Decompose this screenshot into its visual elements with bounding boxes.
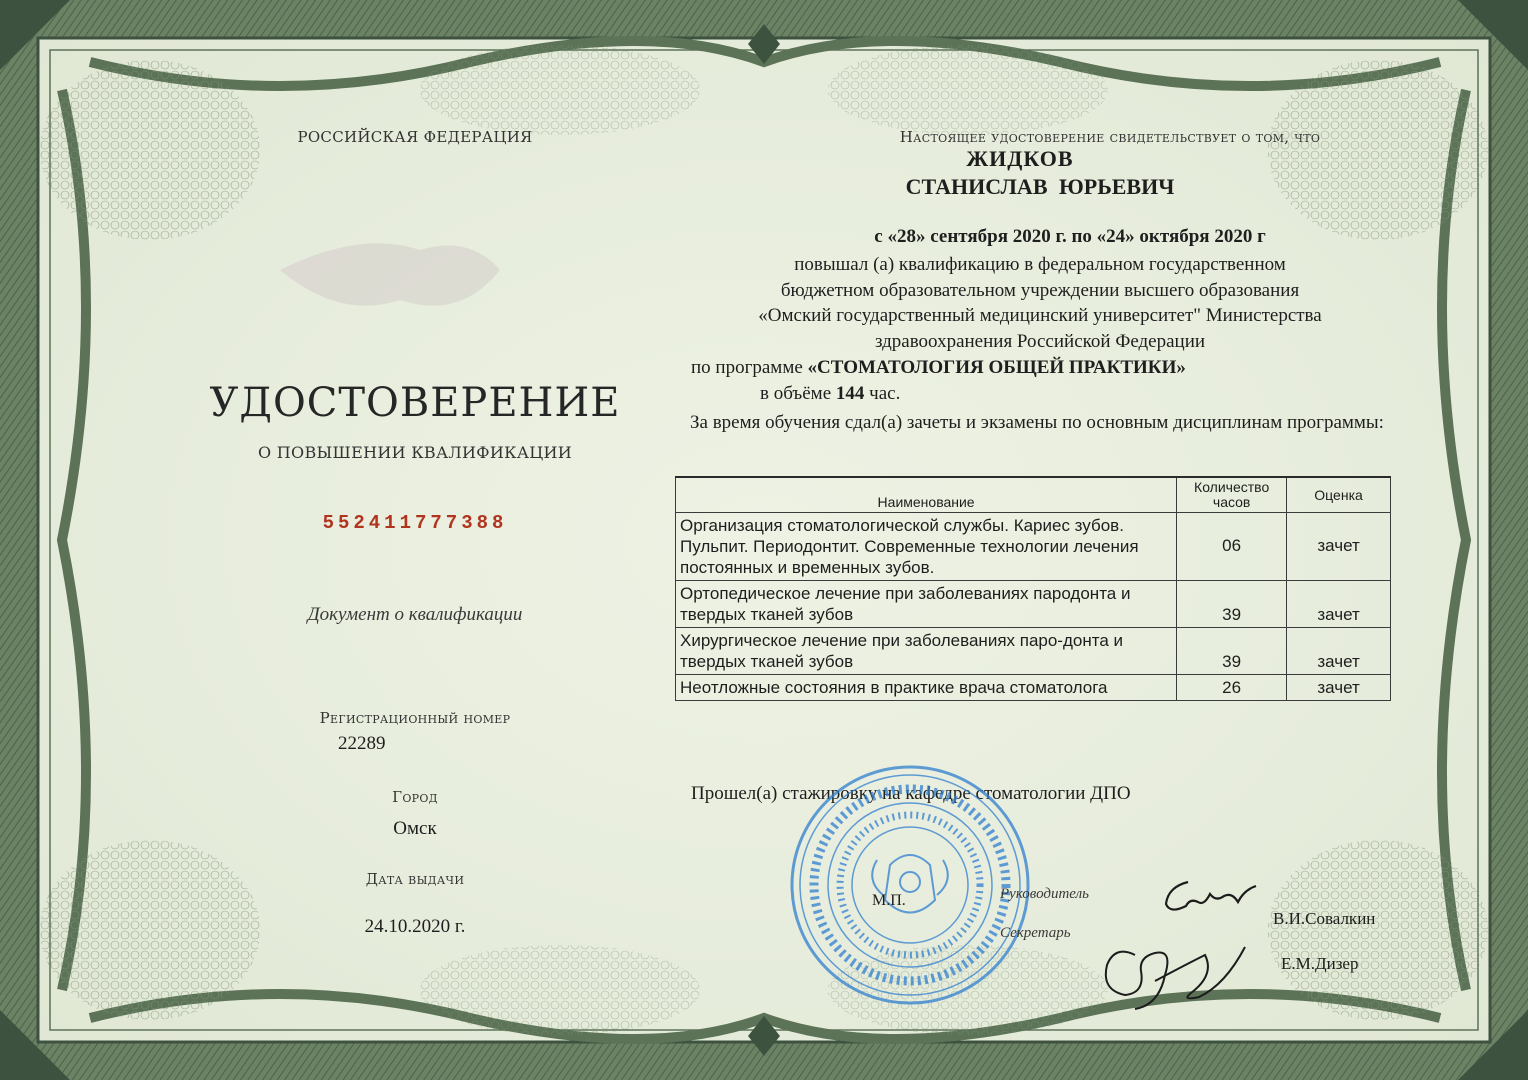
table-header-row xyxy=(676,477,1391,513)
program-line xyxy=(691,357,1186,379)
holder-surname: ЖИДКОВ xyxy=(966,146,1074,171)
city-value: Омск xyxy=(393,818,437,839)
issue-date: 24.10.2020 г. xyxy=(364,916,466,937)
document-title: УДОСТОВЕРЕНИЕ xyxy=(209,380,621,426)
secretary-role: Секретарь xyxy=(1000,925,1071,941)
document-type: Документ о квалификации xyxy=(307,604,523,625)
city-label: Город xyxy=(392,788,438,806)
issue-date-label: Дата выдачи xyxy=(365,870,465,888)
subject-grade: зачет xyxy=(1287,675,1391,701)
registration-label: Регистрационный номер xyxy=(319,709,511,727)
official-seal-stamp xyxy=(785,760,1035,1010)
program-prefix: по программе xyxy=(691,357,803,378)
exams-text: За время обучения сдал(а) зачеты и экзамены по основным дисциплинам программы: xyxy=(690,412,1384,433)
program-name: «СТОМАТОЛОГИЯ ОБЩЕЙ ПРАКТИКИ» xyxy=(807,357,1186,378)
secretary-name: Е.М.Дизер xyxy=(1281,954,1359,973)
volume-prefix: в объёме xyxy=(760,383,832,404)
body-line: «Омский государственный медицинский университет" Министерства xyxy=(758,305,1322,326)
serial-number: 552411777388 xyxy=(322,512,508,534)
country-name: РОССИЙСКАЯ ФЕДЕРАЦИЯ xyxy=(297,128,533,146)
holder-given-names: СТАНИСЛАВ ЮРЬЕВИЧ xyxy=(905,174,1175,199)
body-line: повышал (а) квалификацию в федеральном государственном xyxy=(794,254,1286,275)
table-row xyxy=(676,628,1391,675)
certifies-text: Настоящее удостоверение свидетельствует о том, что xyxy=(899,128,1321,146)
table-row xyxy=(676,513,1391,581)
subject-hours: 39 xyxy=(1177,581,1287,628)
volume-line xyxy=(760,383,900,405)
subjects-table xyxy=(675,476,1391,701)
header-grade: Оценка xyxy=(1287,477,1391,513)
subject-name: Ортопедическое лечение при заболеваниях пародонта и твердых тканей зубов xyxy=(676,581,1177,628)
stamp-place-label: М.П. xyxy=(872,892,906,909)
header-hours: Количество часов xyxy=(1177,477,1287,513)
subject-hours: 39 xyxy=(1177,628,1287,675)
table-row xyxy=(676,675,1391,701)
subject-name: Неотложные состояния в практике врача стоматолога xyxy=(676,675,1177,701)
secretary-signature xyxy=(1095,935,1255,1015)
subject-hours: 06 xyxy=(1177,513,1287,581)
internship-text: Прошел(а) стажировку на кафедре стоматологии ДПО xyxy=(691,783,1131,804)
volume-hours: 144 xyxy=(835,383,865,404)
training-period: с «28» сентября 2020 г. по «24» октября 2020 г xyxy=(874,226,1266,247)
head-role: Руководитель xyxy=(1000,886,1089,902)
head-signature xyxy=(1160,872,1260,922)
header-name: Наименование xyxy=(676,477,1177,513)
subject-name: Хирургическое лечение при заболеваниях паро-донта и твердых тканей зубов xyxy=(676,628,1177,675)
body-line: здравоохранения Российской Федерации xyxy=(874,331,1206,352)
head-name: В.И.Совалкин xyxy=(1273,909,1376,928)
registration-number: 22289 xyxy=(338,733,386,754)
subject-grade: зачет xyxy=(1287,513,1391,581)
table-row xyxy=(676,581,1391,628)
volume-suffix: час. xyxy=(869,383,901,404)
subject-grade: зачет xyxy=(1287,628,1391,675)
subject-hours: 26 xyxy=(1177,675,1287,701)
document-subtitle: О ПОВЫШЕНИИ КВАЛИФИКАЦИИ xyxy=(257,443,572,462)
subject-grade: зачет xyxy=(1287,581,1391,628)
body-line: бюджетном образовательном учреждении высшего образования xyxy=(780,280,1300,301)
subject-name: Организация стоматологической службы. Кариес зубов. Пульпит. Периодонтит. Современные технологии лечения постоянных и временных зубов. xyxy=(676,513,1177,581)
